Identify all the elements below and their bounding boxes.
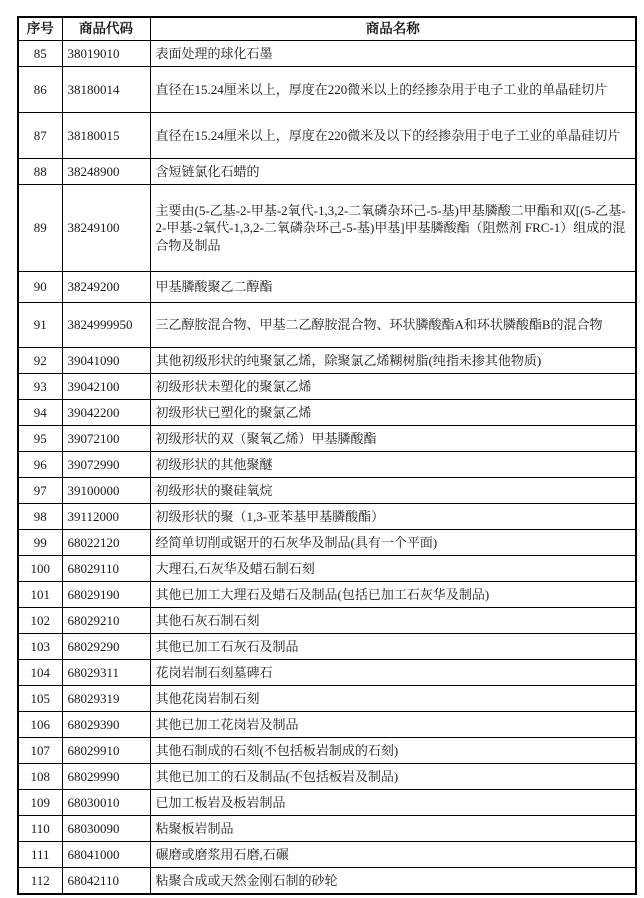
table-row [18,868,636,895]
product-name-cell: 三乙醇胺混合物、甲基二乙醇胺混合物、环状膦酸酯A和环状膦酸酯B的混合物 [150,303,636,348]
table-row [18,452,636,478]
product-code-cell: 68029210 [62,608,150,634]
row-number-cell: 97 [18,478,62,504]
row-number-cell: 104 [18,660,62,686]
table-row [18,113,636,159]
product-code-cell: 68029910 [62,738,150,764]
product-code-cell: 68029390 [62,712,150,738]
product-name-cell: 其他已加工的石及制品(不包括板岩及制品) [150,764,636,790]
product-code-cell: 68029110 [62,556,150,582]
table-row [18,504,636,530]
header-serial-number: 序号 [18,17,62,41]
row-number-cell: 90 [18,272,62,303]
product-name-cell: 直径在15.24厘米以上，厚度在220微米以上的经掺杂用于电子工业的单晶硅切片 [150,67,636,113]
row-number-cell: 98 [18,504,62,530]
table-row [18,660,636,686]
product-code-cell: 38180015 [62,113,150,159]
row-number-cell: 94 [18,400,62,426]
product-code-cell: 68030010 [62,790,150,816]
row-number-cell: 106 [18,712,62,738]
product-code-cell: 68029990 [62,764,150,790]
row-number-cell: 105 [18,686,62,712]
product-name-cell: 初级形状已塑化的聚氯乙烯 [150,400,636,426]
product-name-cell: 其他已加工花岗岩及制品 [150,712,636,738]
row-number-cell: 86 [18,67,62,113]
product-name-cell: 甲基膦酸聚乙二醇酯 [150,272,636,303]
table-row [18,686,636,712]
product-code-cell: 3824999950 [62,303,150,348]
product-name-cell: 初级形状的双（聚氧乙烯）甲基膦酸酯 [150,426,636,452]
product-name-cell: 其他初级形状的纯聚氯乙烯，除聚氯乙烯糊树脂(纯指未掺其他物质) [150,348,636,374]
product-name-cell: 经简单切削或锯开的石灰华及制品(具有一个平面) [150,530,636,556]
table-row [18,530,636,556]
row-number-cell: 99 [18,530,62,556]
row-number-cell: 111 [18,842,62,868]
table-row [18,738,636,764]
table-row [18,478,636,504]
table-row [18,816,636,842]
product-name-cell: 其他花岗岩制石刻 [150,686,636,712]
product-name-cell: 其他石制成的石刻(不包括板岩制成的石刻) [150,738,636,764]
product-name-cell: 初级形状未塑化的聚氯乙烯 [150,374,636,400]
product-code-cell: 38180014 [62,67,150,113]
product-name-cell: 花岗岩制石刻墓碑石 [150,660,636,686]
table-row [18,185,636,272]
product-code-cell: 68029290 [62,634,150,660]
product-name-cell: 其他已加工石灰石及制品 [150,634,636,660]
product-code-cell: 68041000 [62,842,150,868]
product-code-cell: 39112000 [62,504,150,530]
product-code-cell: 39072100 [62,426,150,452]
product-code-cell: 68029319 [62,686,150,712]
product-code-cell: 39042200 [62,400,150,426]
table-row [18,303,636,348]
table-row [18,400,636,426]
product-code-cell: 39100000 [62,478,150,504]
table-header-row [18,17,636,41]
product-name-cell: 直径在15.24厘米以上，厚度在220微米及以下的经掺杂用于电子工业的单晶硅切片 [150,113,636,159]
row-number-cell: 85 [18,41,62,67]
row-number-cell: 110 [18,816,62,842]
product-name-cell: 表面处理的球化石墨 [150,41,636,67]
table-row [18,842,636,868]
product-name-cell: 粘聚板岩制品 [150,816,636,842]
product-code-cell: 68042110 [62,868,150,895]
header-product-name: 商品名称 [150,17,636,41]
product-code-cell: 68029190 [62,582,150,608]
row-number-cell: 100 [18,556,62,582]
product-code-cell: 68029311 [62,660,150,686]
row-number-cell: 109 [18,790,62,816]
table-row [18,764,636,790]
product-name-cell: 其他已加工大理石及蜡石及制品(包括已加工石灰华及制品) [150,582,636,608]
product-name-cell: 其他石灰石制石刻 [150,608,636,634]
row-number-cell: 103 [18,634,62,660]
product-code-cell: 38019010 [62,41,150,67]
product-code-cell: 39042100 [62,374,150,400]
product-code-cell: 39072990 [62,452,150,478]
table-row [18,67,636,113]
row-number-cell: 89 [18,185,62,272]
product-code-cell: 68022120 [62,530,150,556]
product-name-cell: 初级形状的聚硅氧烷 [150,478,636,504]
product-name-cell: 初级形状的聚（1,3-亚苯基甲基膦酸酯） [150,504,636,530]
row-number-cell: 95 [18,426,62,452]
table-row [18,348,636,374]
product-name-cell: 粘聚合成或天然金刚石制的砂轮 [150,868,636,895]
row-number-cell: 96 [18,452,62,478]
row-number-cell: 101 [18,582,62,608]
row-number-cell: 88 [18,159,62,185]
table-row [18,426,636,452]
row-number-cell: 87 [18,113,62,159]
product-code-table [17,16,637,895]
product-name-cell: 主要由(5-乙基-2-甲基-2氧代-1,3,2-二氧磷杂环己-5-基)甲基膦酸二甲酯和双[(5-乙基-2-甲基-2氧代-1,3,2-二氧磷杂环己-5-基)甲基]甲基膦酸酯（阻燃剂 FRC-1）组成的混合物及制品 [150,185,636,272]
product-name-cell: 碾磨或磨浆用石磨,石碾 [150,842,636,868]
row-number-cell: 102 [18,608,62,634]
product-name-cell: 已加工板岩及板岩制品 [150,790,636,816]
row-number-cell: 108 [18,764,62,790]
table-row [18,41,636,67]
product-code-cell: 38249200 [62,272,150,303]
product-code-cell: 68030090 [62,816,150,842]
table-row [18,159,636,185]
row-number-cell: 92 [18,348,62,374]
row-number-cell: 112 [18,868,62,895]
table-row [18,790,636,816]
table-row [18,374,636,400]
table-row [18,556,636,582]
product-code-cell: 38249100 [62,185,150,272]
table-row [18,712,636,738]
table-body [18,41,636,895]
table-row [18,582,636,608]
row-number-cell: 107 [18,738,62,764]
table-row [18,272,636,303]
row-number-cell: 91 [18,303,62,348]
table-row [18,634,636,660]
row-number-cell: 93 [18,374,62,400]
product-code-cell: 38248900 [62,159,150,185]
product-code-cell: 39041090 [62,348,150,374]
product-name-cell: 含短链氯化石蜡的 [150,159,636,185]
product-name-cell: 初级形状的其他聚醚 [150,452,636,478]
table-row [18,608,636,634]
header-product-code: 商品代码 [62,17,150,41]
product-name-cell: 大理石,石灰华及蜡石制石刻 [150,556,636,582]
